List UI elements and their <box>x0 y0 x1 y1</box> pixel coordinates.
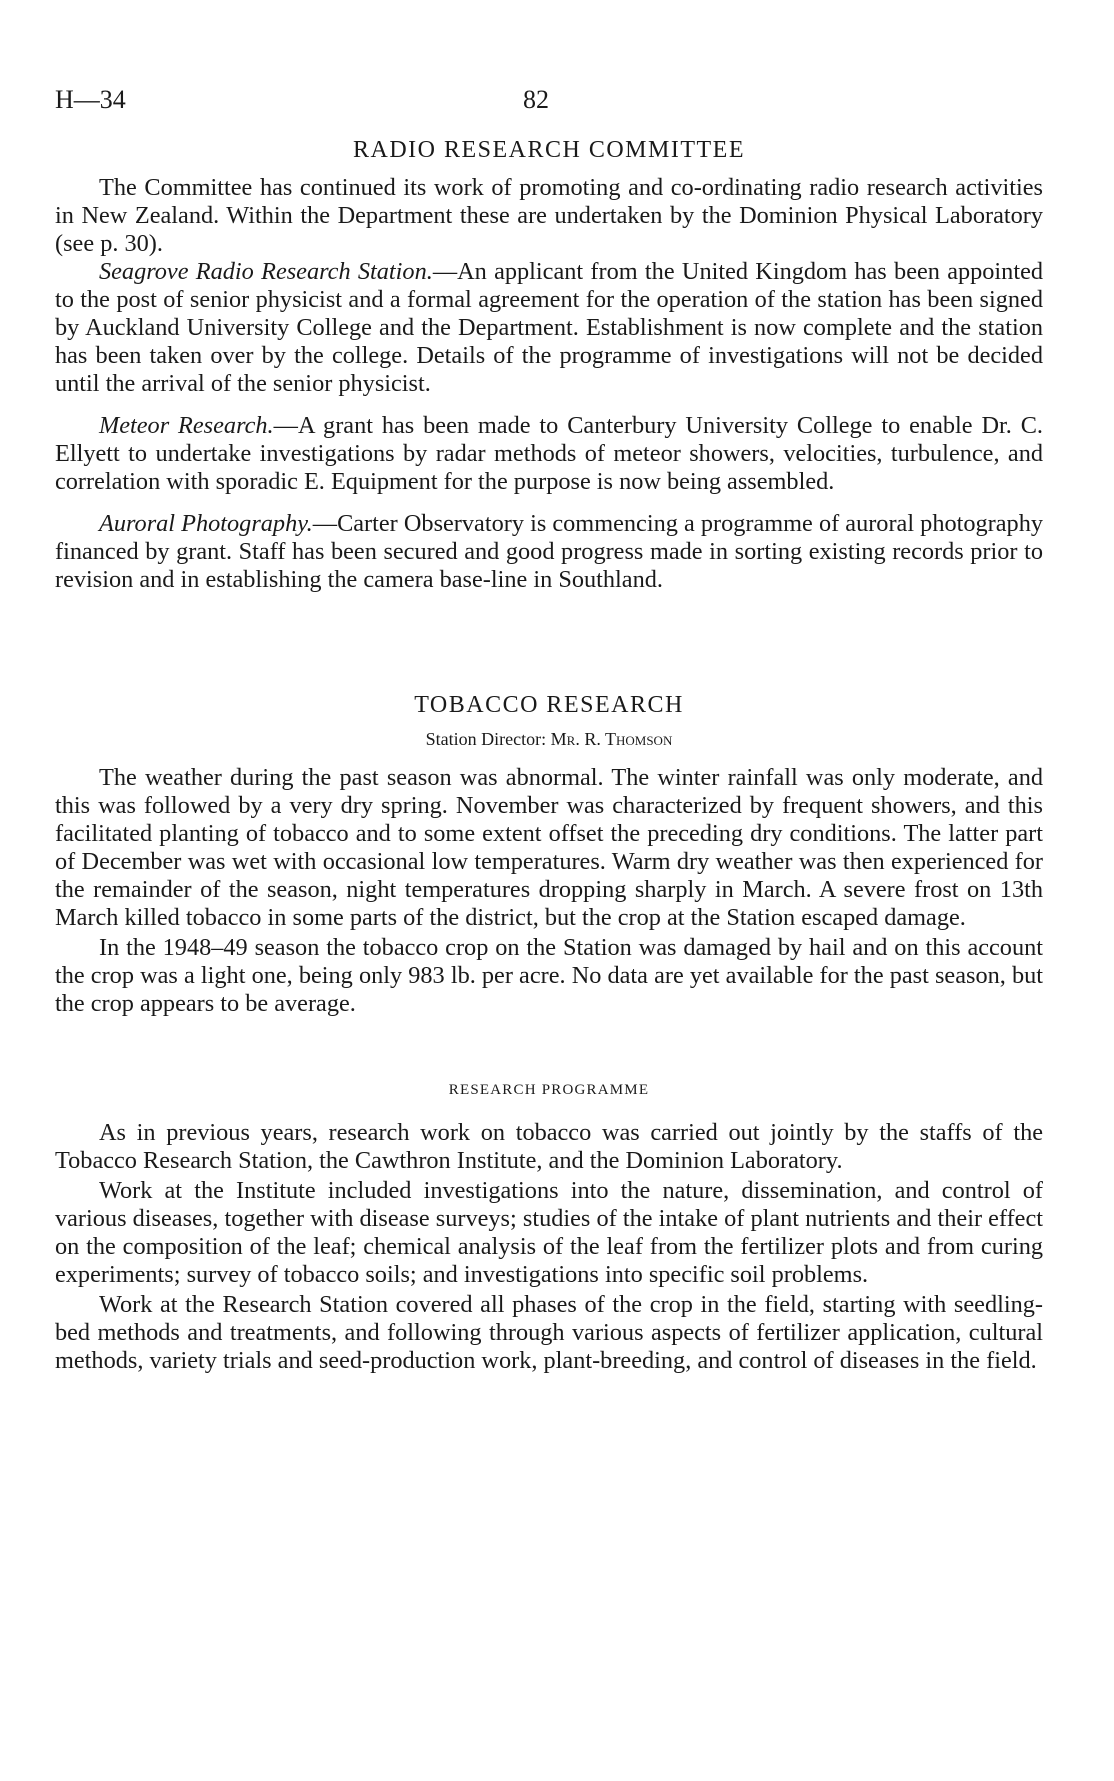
radio-research-title: RADIO RESEARCH COMMITTEE <box>352 137 745 163</box>
meteor-text: —A grant has been made to Canterbury University College to enable Dr. C. Ellyett to undertake investigations by radar methods of meteor showers, velocities, turbulence, and correlation with sporadic E. Equipment for the purpose is now being assembled. <box>55 412 1043 495</box>
auroral-text: —Carter Observatory is commencing a programme of auroral photography financed by grant. Staff has been secured and good progress made in sorting existing records prior to revision and in establishing the camera base-line in Southland. <box>55 510 1043 593</box>
research-programme-section <box>55 1082 1043 1375</box>
page-header <box>55 85 1043 129</box>
document-page <box>55 85 1043 1375</box>
auroral-heading: Auroral Photography. <box>99 510 313 537</box>
auroral-paragraph <box>55 510 1043 594</box>
tobacco-crop-paragraph: In the 1948–49 season the tobacco crop on the Station was damaged by hail and on this account the crop was a light one, being only 983 lb. per acre. No data are yet available for the past season, but the crop appears to be average. <box>55 934 1043 1017</box>
document-code: H—34 <box>55 85 126 114</box>
station-work-paragraph: Work at the Research Station covered all phases of the crop in the field, starting with seedling-bed methods and treatments, and following through various aspects of fertilizer application, cultural methods, variety trials and seed-production work, plant-breeding, and control of diseases in the field. <box>55 1291 1043 1374</box>
institute-work-paragraph: Work at the Institute included investigations into the nature, dissemination, and control of various diseases, together with disease surveys; studies of the intake of plant nutrients and their effect on the composition of the leaf; chemical analysis of the leaf from the fertilizer plots and from curing experiments; survey of tobacco soils; and investigations into specific soil problems. <box>55 1177 1043 1288</box>
meteor-heading: Meteor Research. <box>99 412 274 439</box>
seagrove-heading: Seagrove Radio Research Station. <box>99 258 433 285</box>
meteor-paragraph <box>55 412 1043 496</box>
seagrove-text: —An applicant from the United Kingdom has been appointed to the post of senior physicist and a formal agreement for the operation of the station has been signed by Auckland University College and the Department. Establishment is now complete and the station has been taken over by the college. Details of the programme of investigations will not be decided until the arrival of the senior physicist. <box>55 258 1044 397</box>
tobacco-research-section <box>55 692 1043 1018</box>
director-name: Mr. R. Thomson <box>550 729 673 749</box>
seagrove-paragraph <box>55 258 1043 398</box>
radio-intro-paragraph: The Committee has continued its work of promoting and co-ordinating radio research activities in New Zealand. Within the Department these are undertaken by the Dominion Physical Laboratory (see p. 30). <box>55 174 1043 257</box>
radio-research-section <box>55 137 1043 594</box>
research-programme-title: RESEARCH PROGRAMME <box>448 1082 650 1098</box>
tobacco-weather-paragraph: The weather during the past season was abnormal. The winter rainfall was only moderate, and this was followed by a very dry spring. November was characterized by frequent showers, and this facilitated planting of tobacco and to some extent offset the preceding dry conditions. The latter part of December was wet with occasional low temperatures. Warm dry weather was then experienced for the remainder of the season, night temperatures dropping sharply in March. A severe frost on 13th March killed tobacco in some parts of the district, but the crop at the Station escaped damage. <box>55 764 1043 931</box>
director-label: Station Director: <box>425 729 547 749</box>
programme-intro-paragraph: As in previous years, research work on tobacco was carried out jointly by the staffs of the Tobacco Research Station, the Cawthron Institute, and the Dominion Laboratory. <box>55 1119 1043 1174</box>
page-number: 82 <box>523 85 549 114</box>
tobacco-research-title: TOBACCO RESEARCH <box>414 692 684 718</box>
station-director-line <box>55 729 1043 750</box>
